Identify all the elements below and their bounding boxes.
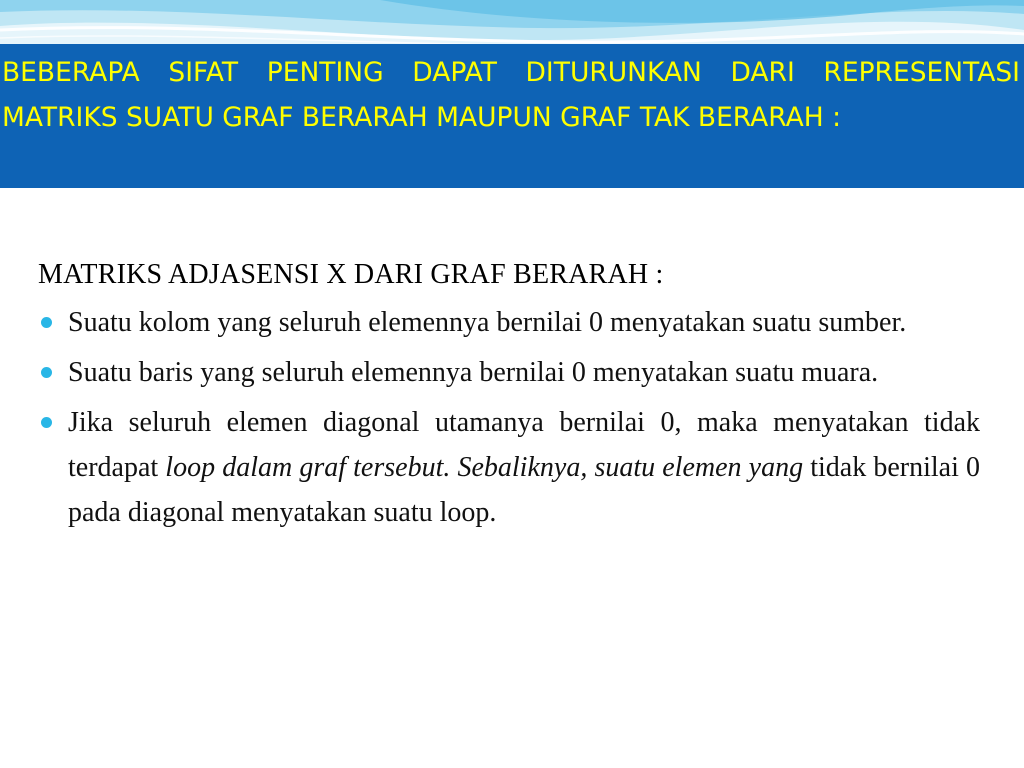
top-wave-decoration	[0, 0, 1024, 46]
bullet-dot-icon	[41, 367, 52, 378]
bullet-item-2	[38, 350, 980, 395]
bullet-text-part2: tidak bernilai 0 pada diagonal menyatakan suatu loop.	[68, 452, 980, 528]
section-subheading: MATRIKS ADJASENSI X DARI GRAF BERARAH :	[38, 259, 664, 290]
bullet-text-italic: loop dalam graf tersebut. Sebaliknya, suatu elemen yang	[165, 452, 804, 483]
bullet-dot-icon	[41, 417, 52, 428]
bullet-item-1	[38, 300, 980, 345]
bullet-item-3	[38, 400, 980, 535]
title-band	[0, 44, 1024, 188]
bullet-list	[38, 300, 980, 535]
bullet-dot-icon	[41, 317, 52, 328]
bullet-text-part1: Jika seluruh elemen diagonal utamanya bernilai 0, maka menyatakan tidak terdapat	[68, 407, 980, 483]
slide-content	[38, 252, 980, 540]
slide-title: BEBERAPA SIFAT PENTING DAPAT DITURUNKAN DARI REPRESENTASI MATRIKS SUATU GRAF BERARAH MAUPUN GRAF TAK BERARAH :	[2, 57, 1020, 133]
bullet-text: Suatu baris yang seluruh elemennya bernilai 0 menyatakan suatu muara.	[68, 357, 879, 388]
bullet-text: Suatu kolom yang seluruh elemennya bernilai 0 menyatakan suatu sumber.	[68, 307, 907, 338]
